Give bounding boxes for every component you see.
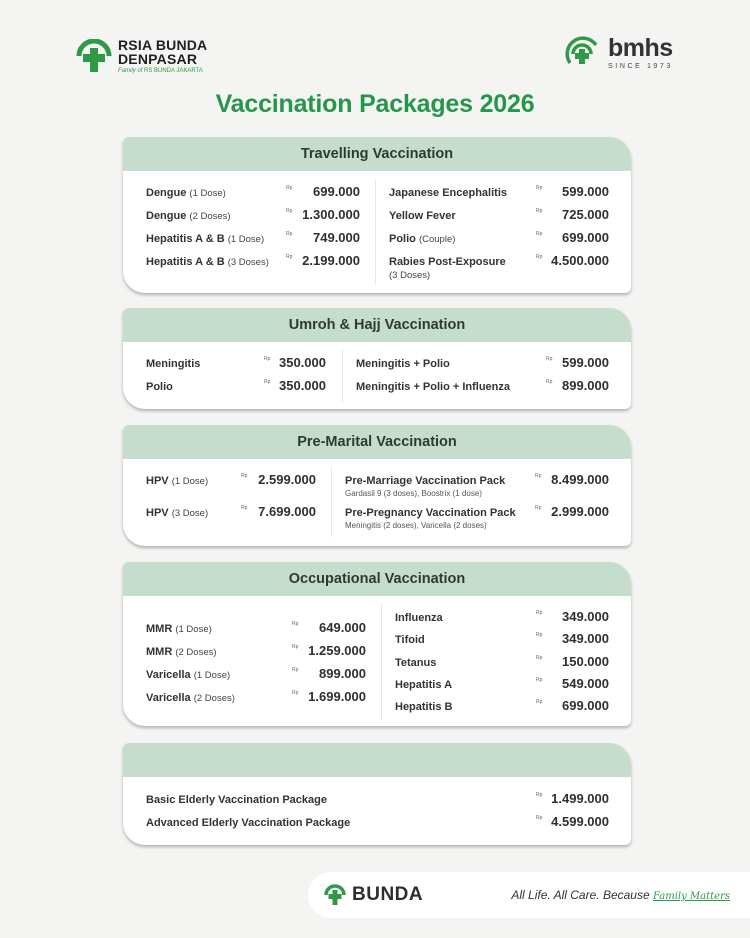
price-row [146, 230, 360, 245]
currency-label: Rp [536, 185, 543, 191]
section-title [123, 743, 631, 777]
footer-tagline-script: Family Matters [653, 891, 730, 902]
page-title: Vaccination Packages 2026 [215, 90, 535, 118]
price-row [356, 355, 609, 370]
price-value: 725.000 [562, 207, 609, 222]
vaccine-name: Japanese Encephalitis [389, 187, 507, 199]
currency-label: Rp [536, 231, 543, 237]
currency-label: Rp [546, 356, 553, 362]
vaccine-name: Polio [146, 381, 173, 393]
vaccine-name: Hepatitis B [395, 701, 453, 713]
dose-note: (3 Doses) [227, 257, 269, 268]
currency-label: Rp [292, 667, 299, 673]
bmhs-logo [562, 33, 673, 73]
price-row [345, 504, 609, 530]
price-row [146, 355, 326, 370]
section-title: Occupational Vaccination [123, 562, 631, 596]
dose-note: (1 Dose) [189, 188, 226, 199]
currency-label: Rp [536, 792, 543, 798]
price-row [356, 378, 609, 393]
price-value: 350.000 [279, 355, 326, 370]
bmhs-ring-logo-icon [562, 33, 602, 73]
vaccine-name: Basic Elderly Vaccination Package [146, 794, 327, 806]
dose-note: (Couple) [418, 234, 456, 245]
vaccine-name: Yellow Fever [389, 210, 456, 222]
vaccine-name: Meningitis + Polio [356, 358, 450, 370]
currency-label: Rp [536, 632, 543, 638]
price-row [146, 643, 366, 658]
vaccine-name: Dengue [146, 210, 187, 222]
price-value: 749.000 [313, 230, 360, 245]
section-title: Umroh & Hajj Vaccination [123, 308, 631, 342]
vaccine-name: MMR [146, 623, 173, 635]
price-value: 349.000 [562, 631, 609, 646]
vaccine-name: HPV [146, 475, 169, 487]
dose-note: (1 Dose) [227, 234, 265, 245]
bmhs-since: SINCE 1973 [608, 63, 673, 70]
price-value: 1.259.000 [308, 643, 366, 658]
price-value: 4.599.000 [551, 814, 609, 829]
price-row [389, 230, 609, 245]
vaccine-name: Hepatitis A & B [146, 233, 225, 245]
vaccine-name: MMR [146, 646, 173, 658]
logo-line-2: DENPASAR [118, 51, 198, 67]
vaccine-name: Dengue [146, 187, 187, 199]
price-value: 350.000 [279, 378, 326, 393]
price-value: 349.000 [562, 609, 609, 624]
currency-label: Rp [536, 254, 543, 260]
currency-label: Rp [536, 815, 543, 821]
currency-label: Rp [536, 208, 543, 214]
dose-note: (1 Dose) [175, 624, 212, 635]
currency-label: Rp [546, 379, 553, 385]
price-row [395, 654, 609, 669]
price-row [146, 620, 366, 635]
price-value: 549.000 [562, 676, 609, 691]
vaccine-name: Pre-Marriage Vaccination Pack [345, 475, 506, 487]
currency-label: Rp [241, 505, 248, 511]
price-row [146, 689, 366, 704]
dose-note: (2 Doses) [193, 693, 235, 704]
price-row [395, 698, 609, 713]
section-title: Pre-Marital Vaccination [123, 425, 631, 459]
price-row [389, 184, 609, 199]
column-divider [331, 467, 332, 537]
price-value: 699.000 [562, 698, 609, 713]
section-travelling [123, 137, 631, 293]
vaccine-name: Varicella [146, 692, 191, 704]
logo-line-1: RSIA BUNDA [118, 37, 208, 53]
currency-label: Rp [286, 185, 293, 191]
package-description: (3 Doses) [389, 270, 431, 281]
dose-note: (1 Dose) [193, 670, 231, 681]
logo-tagline [118, 68, 207, 74]
section-title: Travelling Vaccination [123, 137, 631, 171]
section-elderly [123, 743, 631, 845]
price-value: 4.500.000 [551, 253, 609, 268]
price-row [146, 378, 326, 393]
footer-brand: BUNDA [352, 884, 424, 905]
column-divider [342, 350, 343, 402]
vaccine-name: Rabies Post-Exposure [389, 256, 506, 268]
currency-label: Rp [536, 699, 543, 705]
price-value: 8.499.000 [551, 472, 609, 487]
column-divider [381, 604, 382, 720]
section-umroh-hajj [123, 308, 631, 409]
price-value: 2.599.000 [258, 472, 316, 487]
vaccine-name: Meningitis [146, 358, 201, 370]
price-value: 699.000 [313, 184, 360, 199]
currency-label: Rp [292, 621, 299, 627]
price-value: 2.199.000 [302, 253, 360, 268]
price-row [395, 609, 609, 624]
section-pre-marital [123, 425, 631, 546]
vaccine-name: Hepatitis A [395, 679, 453, 691]
price-row [146, 472, 316, 487]
column-divider [375, 179, 376, 285]
vaccine-name: Meningitis + Polio + Influenza [356, 381, 511, 393]
price-row [395, 676, 609, 691]
vaccine-name: Tifoid [395, 634, 425, 646]
price-value: 899.000 [319, 666, 366, 681]
currency-label: Rp [292, 644, 299, 650]
package-description: Gardasil 9 (3 doses), Boostrix (1 dose) [345, 489, 482, 498]
currency-label: Rp [292, 690, 299, 696]
vaccine-name: HPV [146, 507, 169, 519]
price-row [146, 814, 609, 829]
price-row [146, 184, 360, 199]
currency-label: Rp [286, 254, 293, 260]
price-row [146, 791, 609, 806]
currency-label: Rp [286, 231, 293, 237]
footer-tagline-text: All Life. All Care. Because [511, 888, 650, 902]
currency-label: Rp [264, 356, 271, 362]
vaccine-name: Pre-Pregnancy Vaccination Pack [345, 507, 516, 519]
bmhs-name: bmhs [608, 34, 673, 62]
dose-note: (1 Dose) [171, 476, 209, 487]
logo-tagline-prefix: Family of [118, 68, 143, 74]
currency-label: Rp [536, 677, 543, 683]
price-value: 1.300.000 [302, 207, 360, 222]
bunda-cross-logo-icon [324, 884, 346, 906]
price-value: 599.000 [562, 184, 609, 199]
vaccine-name: Influenza [395, 612, 443, 624]
section-occupational [123, 562, 631, 726]
currency-label: Rp [536, 610, 543, 616]
dose-note: (3 Dose) [171, 508, 209, 519]
price-value: 1.699.000 [308, 689, 366, 704]
price-row [146, 207, 360, 222]
currency-label: Rp [264, 379, 271, 385]
price-row [146, 666, 366, 681]
price-value: 150.000 [562, 654, 609, 669]
price-row [345, 472, 609, 498]
footer-bar [308, 872, 750, 918]
currency-label: Rp [286, 208, 293, 214]
price-row [146, 504, 316, 519]
price-row [395, 631, 609, 646]
rsia-bunda-denpasar-logo [76, 38, 207, 74]
currency-label: Rp [536, 655, 543, 661]
price-value: 7.699.000 [258, 504, 316, 519]
vaccine-name: Varicella [146, 669, 191, 681]
vaccine-name: Advanced Elderly Vaccination Package [146, 817, 351, 829]
price-value: 899.000 [562, 378, 609, 393]
footer-tagline [511, 888, 730, 902]
dose-note: (2 Doses) [175, 647, 217, 658]
price-row [389, 253, 609, 281]
price-row [389, 207, 609, 222]
currency-label: Rp [535, 473, 542, 479]
price-value: 599.000 [562, 355, 609, 370]
currency-label: Rp [241, 473, 248, 479]
bunda-cross-logo-icon [76, 39, 112, 73]
price-value: 649.000 [319, 620, 366, 635]
vaccine-name: Hepatitis A & B [146, 256, 225, 268]
price-value: 699.000 [562, 230, 609, 245]
logo-tagline-text: RS BUNDA JAKARTA [144, 68, 203, 74]
price-value: 1.499.000 [551, 791, 609, 806]
vaccine-name: Polio [389, 233, 416, 245]
vaccine-name: Tetanus [395, 657, 437, 669]
price-row [146, 253, 360, 268]
currency-label: Rp [535, 505, 542, 511]
package-description: Meningitis (2 doses), Varicella (2 doses) [345, 521, 487, 530]
price-value: 2.999.000 [551, 504, 609, 519]
dose-note: (2 Doses) [189, 211, 231, 222]
